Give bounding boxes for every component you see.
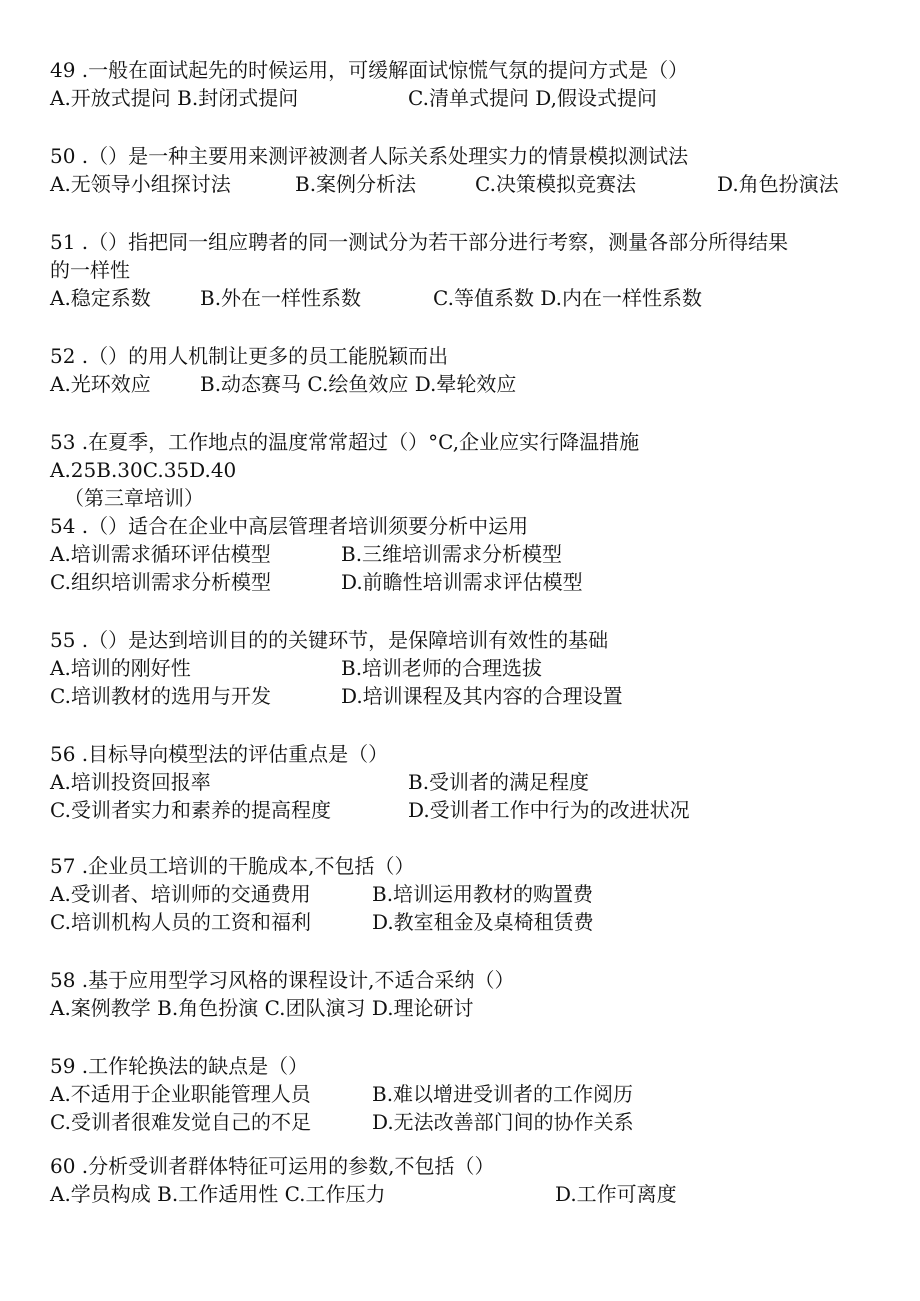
options-50 — [50, 170, 870, 198]
options-56-row1 — [50, 768, 870, 796]
option-57-b: B.培训运用教材的购置费 — [372, 882, 594, 906]
option-56-a: A.培训投资回报率 — [50, 770, 211, 794]
options-55-row1 — [50, 654, 870, 682]
option-56-c: C.受训者实力和素养的提高程度 — [50, 798, 331, 822]
option-57-a: A.受训者、培训师的交通费用 — [50, 882, 311, 906]
question-55: 55 .（）是达到培训目的的关键环节，是保障培训有效性的基础 — [50, 628, 609, 652]
option-50-b: B.案例分析法 — [295, 172, 417, 196]
option-51-cd: C.等值系数 D.内在一样性系数 — [433, 286, 702, 310]
question-57: 57 .企业员工培训的干脆成本,不包括（） — [50, 854, 415, 878]
option-50-d: D.角色扮演法 — [717, 172, 839, 196]
option-54-a: A.培训需求循环评估模型 — [50, 542, 271, 566]
option-52-bcd: B.动态赛马 C.绘鱼效应 D.晕轮效应 — [200, 372, 517, 396]
question-53: 53 .在夏季，工作地点的温度常常超过（）°C,企业应实行降温措施 — [50, 430, 640, 454]
option-55-a: A.培训的刚好性 — [50, 656, 191, 680]
options-52 — [50, 370, 870, 398]
options-51 — [50, 284, 870, 312]
question-49: 49 .一般在面试起先的时候运用，可缓解面试惊慌气氛的提问方式是（） — [50, 58, 689, 82]
option-55-d: D.培训课程及其内容的合理设置 — [341, 684, 623, 708]
option-57-d: D.教室租金及桌椅租赁费 — [372, 910, 594, 934]
question-51: 51 .（）指把同一组应聘者的同一测试分为若干部分进行考察，测量各部分所得结果 — [50, 230, 789, 254]
option-60-abc: A.学员构成 B.工作适用性 C.工作压力 — [50, 1182, 386, 1206]
option-59-d: D.无法改善部门间的协作关系 — [372, 1110, 634, 1134]
option-56-b: B.受训者的满足程度 — [408, 770, 590, 794]
option-54-b: B.三维培训需求分析模型 — [341, 542, 563, 566]
option-50-a: A.无领导小组探讨法 — [50, 172, 231, 196]
option-56-d: D.受训者工作中行为的改进状况 — [408, 798, 690, 822]
options-57-row1 — [50, 880, 870, 908]
question-54: 54 .（）适合在企业中高层管理者培训须要分析中运用 — [50, 514, 529, 538]
options-54-row2 — [50, 568, 870, 596]
option-59-c: C.受训者很难发觉自己的不足 — [50, 1110, 311, 1134]
option-51-a: A.稳定系数 — [50, 286, 151, 310]
option-52-a: A.光环效应 — [50, 372, 151, 396]
options-49 — [50, 84, 870, 112]
question-52: 52 .（）的用人机制让更多的员工能脱颖而出 — [50, 344, 449, 368]
options-56-row2 — [50, 796, 870, 824]
question-59: 59 .工作轮换法的缺点是（） — [50, 1054, 309, 1078]
section-heading: （第三章培训） — [64, 486, 204, 510]
option-55-b: B.培训老师的合理选拔 — [341, 656, 543, 680]
option-50-c: C.决策模拟竞赛法 — [475, 172, 636, 196]
option-49-cd: C.清单式提问 D,假设式提问 — [408, 86, 657, 110]
options-59-row2 — [50, 1108, 870, 1136]
option-51-b: B.外在一样性系数 — [200, 286, 362, 310]
option-55-c: C.培训教材的选用与开发 — [50, 684, 271, 708]
options-57-row2 — [50, 908, 870, 936]
options-54-row1 — [50, 540, 870, 568]
option-57-c: C.培训机构人员的工资和福利 — [50, 910, 311, 934]
option-59-a: A.不适用于企业职能管理人员 — [50, 1082, 311, 1106]
question-60: 60 .分析受训者群体特征可运用的参数,不包括（） — [50, 1154, 495, 1178]
question-56: 56 .目标导向模型法的评估重点是（） — [50, 742, 389, 766]
option-54-c: C.组织培训需求分析模型 — [50, 570, 271, 594]
options-53: A.25B.30C.35D.40 — [50, 458, 237, 482]
option-60-d: D.工作可离度 — [555, 1182, 677, 1206]
options-60 — [50, 1180, 870, 1208]
question-58: 58 .基于应用型学习风格的课程设计,不适合采纳（） — [50, 968, 515, 992]
question-50: 50 .（）是一种主要用来测评被测者人际关系处理实力的情景模拟测试法 — [50, 144, 689, 168]
options-59-row1 — [50, 1080, 870, 1108]
options-55-row2 — [50, 682, 870, 710]
question-51-cont: 的一样性 — [50, 258, 130, 282]
option-49-ab: A.开放式提问 B.封闭式提问 — [50, 86, 299, 110]
options-58: A.案例教学 B.角色扮演 C.团队演习 D.理论研讨 — [50, 996, 474, 1020]
option-59-b: B.难以增进受训者的工作阅历 — [372, 1082, 634, 1106]
option-54-d: D.前瞻性培训需求评估模型 — [341, 570, 583, 594]
